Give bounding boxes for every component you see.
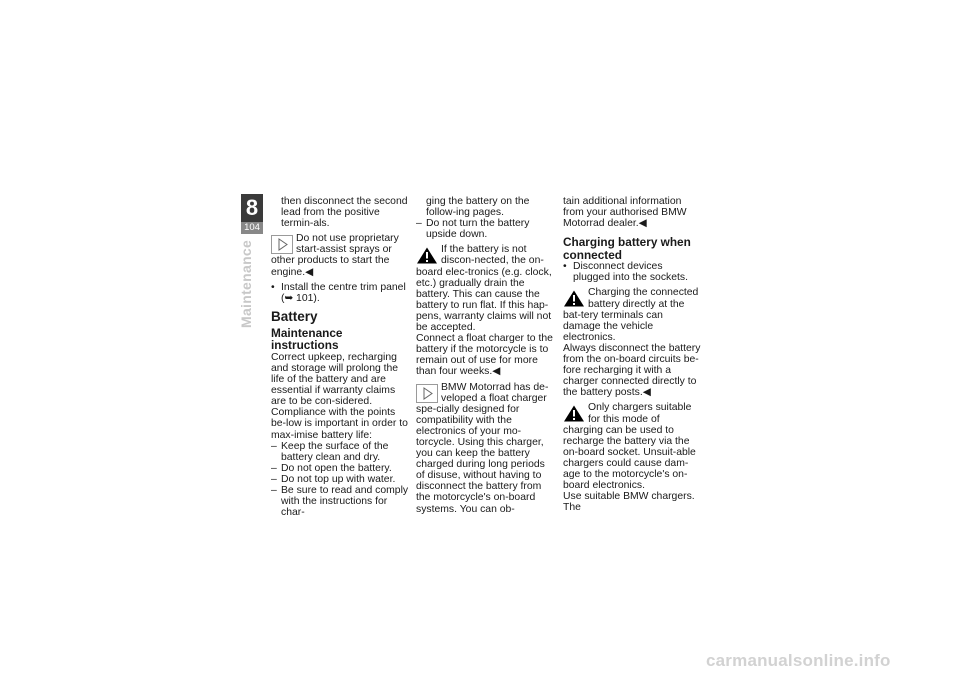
tip-note [416,382,554,515]
column-1 [271,196,409,518]
warning-icon [563,404,585,423]
list-item: – Do not turn the battery upside down. [416,218,530,241]
paragraph: Correct upkeep, recharging and storage will prolong the life of the battery and are essential if warranty claims are to be con-sidered. [271,351,399,408]
warning-icon [416,246,438,265]
page-number: 104 [244,222,260,233]
list-item: – Keep the surface of the battery clean and dry. [271,440,389,463]
watermark: carmanualsonline.info [706,651,891,670]
column-2 [416,196,554,515]
warning-text: Only chargers suitable for this mode of charging can be used to recharge the battery via the on-board socket. Unsuit-able chargers could cause dam-age to the motorcycle's on-board electronics. [563,402,696,492]
list-item: – Do not top up with water. [271,473,396,485]
warning-text-extra: Use suitable BMW chargers. The [563,491,695,514]
warning-note [563,287,701,398]
list-item: – Be sure to read and comply with the instructions for char- [271,484,409,519]
subsection-heading: Charging battery when connected [563,235,691,262]
warning-icon [563,289,585,308]
continued-text: then disconnect the second lead from the positive termin-als. [281,196,408,230]
column-3 [563,196,701,513]
paragraph: Compliance with the points be-low is important in order to max-imise battery life: [271,407,408,441]
tip-note [271,233,409,277]
section-heading: Battery [271,308,318,324]
list-item: – Do not open the battery. [271,462,392,474]
continued-text: ging the battery on the follow-ing pages. [426,196,530,219]
chapter-number: 8 [241,194,263,222]
warning-note [416,244,554,377]
warning-text: If the battery is not discon-nected, the on-board elec-tronics (e.g. clock, etc.) gradually drain the battery. This can cause the battery to run flat. If this hap-pens, warranty claims will not be accepted. [416,244,552,334]
warning-text-extra: Always disconnect the battery from the on-board circuits be-fore recharging it with a charger connected directly to the battery posts.◀ [563,342,701,399]
tip-triangle-icon [416,384,438,403]
list-item: • Install the centre trim panel (➥ 101). [271,281,406,304]
continued-text: tain additional information from your authorised BMW Motorrad dealer.◀ [563,196,687,230]
chapter-tab [241,194,263,234]
subsection-heading: Maintenance instructions [271,325,343,353]
warning-text: Charging the connected battery directly at the bat-tery terminals can damage the vehicle electronics. [563,287,699,343]
tip-text: BMW Motorrad has de-veloped a float charger spe-cially designed for compatibility with the electronics of your mo-torcycle. Using this charger, you can keep the battery charged during long periods of disuse, without having to disconnect the battery from the motorcycle's on-board systems. You can ob- [416,381,549,515]
tip-triangle-icon [271,235,293,254]
warning-text-extra: Connect a float charger to the battery if the motorcycle is to remain out of use for more than four weeks.◀ [416,333,553,378]
chapter-title: Maintenance [238,239,254,328]
list-item: • Disconnect devices plugged into the sockets. [563,261,688,284]
tip-text: Do not use proprietary start-assist sprays or other products to start the engine.◀ [271,233,399,278]
warning-note [563,402,701,513]
